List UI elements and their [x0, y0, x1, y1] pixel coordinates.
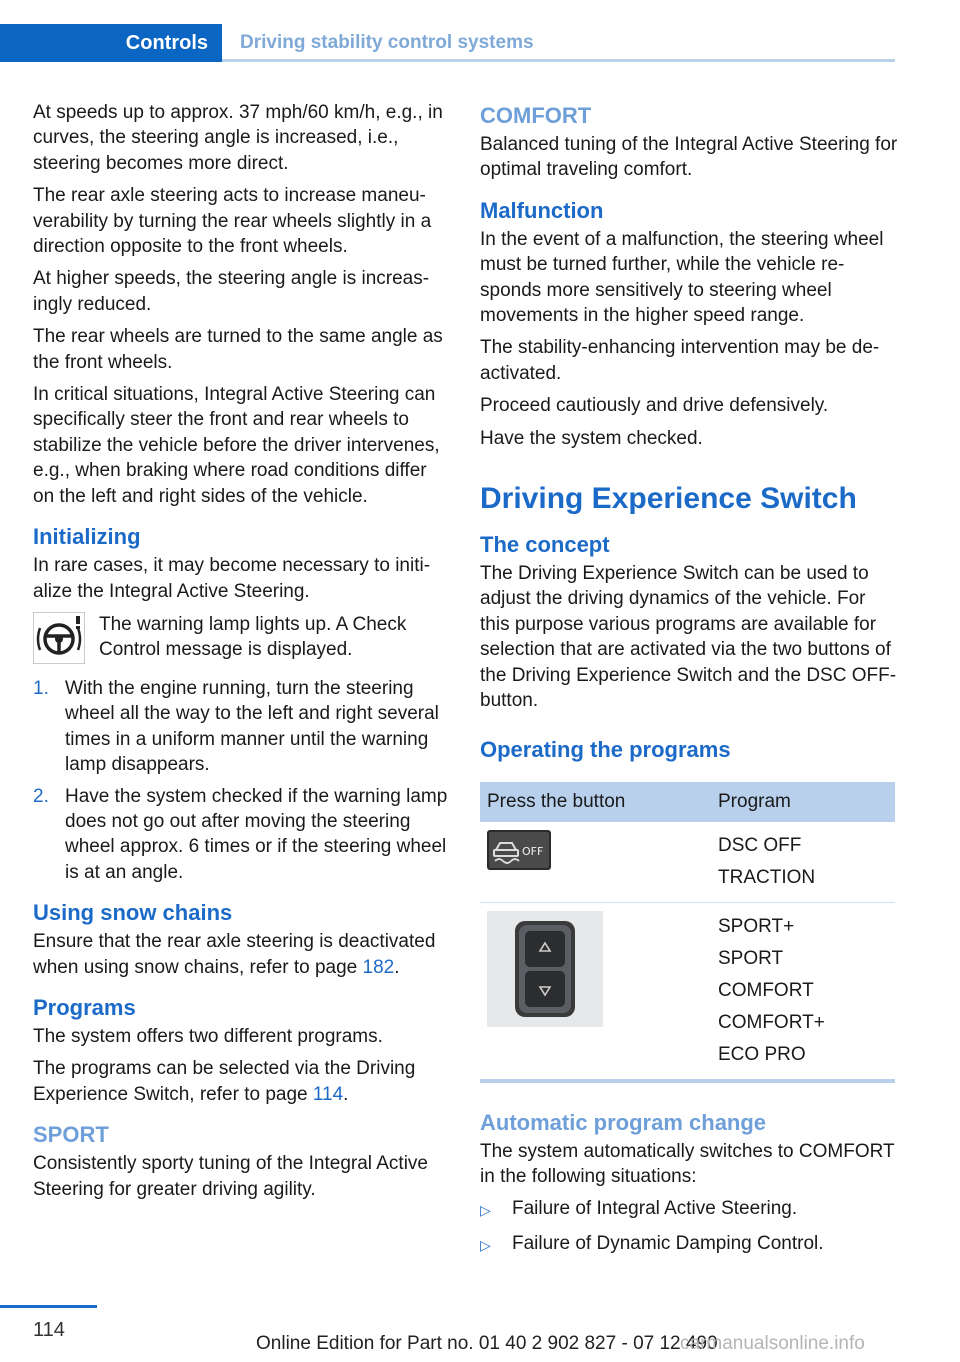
program-name: SPORT+ — [718, 915, 795, 937]
page-header — [0, 0, 895, 62]
auto-change-text: The system automatically switches to COMFORT in the following situations: — [480, 1140, 895, 1187]
comfort-heading: COMFORT — [480, 103, 592, 128]
button-cell — [480, 822, 711, 903]
button-cell — [480, 902, 711, 1081]
right-column — [480, 100, 898, 1265]
table-row — [480, 822, 895, 903]
header-rule — [222, 59, 895, 62]
table-header-row — [480, 782, 895, 822]
page-link[interactable]: 114 — [312, 1083, 344, 1105]
initializing-text: In rare cases, it may become necessary to initialize the Integral Active Steering. — [33, 555, 431, 602]
list-item — [33, 676, 451, 778]
initializing-heading: Initializing — [33, 524, 141, 550]
intro-paragraph: In critical situations, Integral Active Steering can specifically steer the front and rear wheels to stabilize the vehicle before the driver intervenes, e.g., when braking where road conditions differ on the left and right sides of the vehicle. — [33, 384, 440, 507]
operating-heading: Operating the programs — [480, 736, 731, 762]
programs-heading: Programs — [33, 994, 136, 1020]
snow-chains-text — [33, 929, 451, 980]
dsc-off-button-icon[interactable] — [487, 830, 551, 870]
steps-list — [33, 676, 451, 885]
table-row — [480, 902, 895, 1081]
triangle-bullet-icon: ▷ — [480, 1202, 491, 1219]
driving-experience-switch-icon[interactable] — [487, 911, 603, 1027]
malfunction-heading: Malfunction — [480, 197, 604, 223]
intro-paragraph: At higher speeds, the steering angle is increasingly reduced. — [33, 268, 430, 315]
warning-text: The warning lamp lights up. A Check Control message is displayed. — [99, 613, 407, 661]
steering-warning-lamp-icon — [33, 612, 85, 664]
program-name: SPORT — [718, 947, 784, 969]
intro-paragraph: At speeds up to approx. 37 mph/60 km/h, e.g., in curves, the steering angle is increased, i.e., steering becomes more direct. — [33, 102, 443, 174]
auto-change-list — [480, 1196, 898, 1258]
program-cell — [711, 902, 895, 1081]
programs-p2: The programs can be selected via the Driving Experience Switch, refer to page — [33, 1058, 416, 1105]
left-column — [33, 100, 451, 1209]
comfort-text: Balanced tuning of the Integral Active Steering for optimal traveling comfort. — [480, 134, 898, 181]
malfunction-text: Have the system checked. — [480, 427, 703, 449]
warning-note — [33, 612, 451, 664]
snow-chains-heading: Using snow chains — [33, 900, 233, 926]
programs-end: . — [343, 1083, 349, 1105]
section-tab[interactable]: Controls — [0, 24, 222, 62]
watermark: carmanualsonline.info — [680, 1333, 865, 1354]
malfunction-text: Proceed cautiously and drive defensively. — [480, 395, 829, 417]
list-item — [33, 784, 451, 886]
chapter-title[interactable]: Driving stability control systems — [240, 32, 534, 53]
edition-text: Online Edition for Part no. 01 40 2 902 827 - 07 12 490 — [256, 1333, 718, 1354]
snow-text: Ensure that the rear axle steering is deactivated when using snow chains, refer to page — [33, 931, 436, 978]
concept-heading: The concept — [480, 532, 610, 558]
page-link[interactable]: 182 — [362, 956, 395, 978]
table-header: Press the button — [480, 782, 711, 822]
section-title: Driving Experience Switch — [480, 482, 857, 516]
program-name: ECO PRO — [718, 1043, 806, 1065]
list-item — [480, 1231, 898, 1258]
list-text: Have the system checked if the warning lamp does not go out after moving the steering wheel approx. 6 times or if the steering wheel is at an angle. — [65, 785, 448, 883]
program-name: COMFORT+ — [718, 1011, 825, 1033]
programs-text: The system offers two different programs. — [33, 1025, 383, 1047]
intro-paragraph: The rear axle steering acts to increase maneuverability by turning the rear wheels slightly in a direction opposite to the front wheels. — [33, 185, 432, 258]
malfunction-text: The stability-enhancing intervention may be deactivated. — [480, 337, 880, 384]
list-text: Failure of Integral Active Steering. — [512, 1198, 798, 1220]
list-number: 1. — [33, 677, 49, 699]
programs-select-text — [33, 1056, 451, 1107]
list-number: 2. — [33, 785, 49, 807]
page-number: 114 — [33, 1319, 65, 1341]
list-text: With the engine running, turn the steering wheel all the way to the left and right several times in a uniform manner until the warning lamp disappears. — [65, 677, 439, 776]
malfunction-text: In the event of a malfunction, the steering wheel must be turned further, while the vehicle responds more sensitively to steering wheel movements in the higher speed range. — [480, 228, 884, 327]
program-name: COMFORT — [718, 979, 814, 1001]
snow-end: . — [394, 956, 400, 978]
programs-table — [480, 782, 895, 1083]
program-name: DSC OFF — [718, 834, 802, 856]
off-label: OFF — [522, 844, 544, 858]
triangle-bullet-icon: ▷ — [480, 1236, 491, 1253]
footer-rule — [0, 1305, 97, 1308]
sport-heading: SPORT — [33, 1122, 109, 1148]
list-text: Failure of Dynamic Damping Control. — [512, 1232, 824, 1254]
table-header: Program — [711, 782, 895, 822]
page-footer — [0, 1303, 960, 1362]
concept-text: The Driving Experience Switch can be used to adjust the driving dynamics of the vehicle. For this purpose various programs are available for selection that are activated via the two buttons of the Driving Experience Switch and the DSC OFF-button. — [480, 563, 897, 712]
program-cell — [711, 822, 895, 903]
auto-change-heading: Automatic program change — [480, 1109, 767, 1135]
program-name: TRACTION — [718, 866, 816, 888]
list-item — [480, 1196, 898, 1223]
intro-paragraph: The rear wheels are turned to the same angle as the front wheels. — [33, 326, 443, 373]
sport-text: Consistently sporty tuning of the Integral Active Steering for greater driving agility. — [33, 1153, 428, 1200]
